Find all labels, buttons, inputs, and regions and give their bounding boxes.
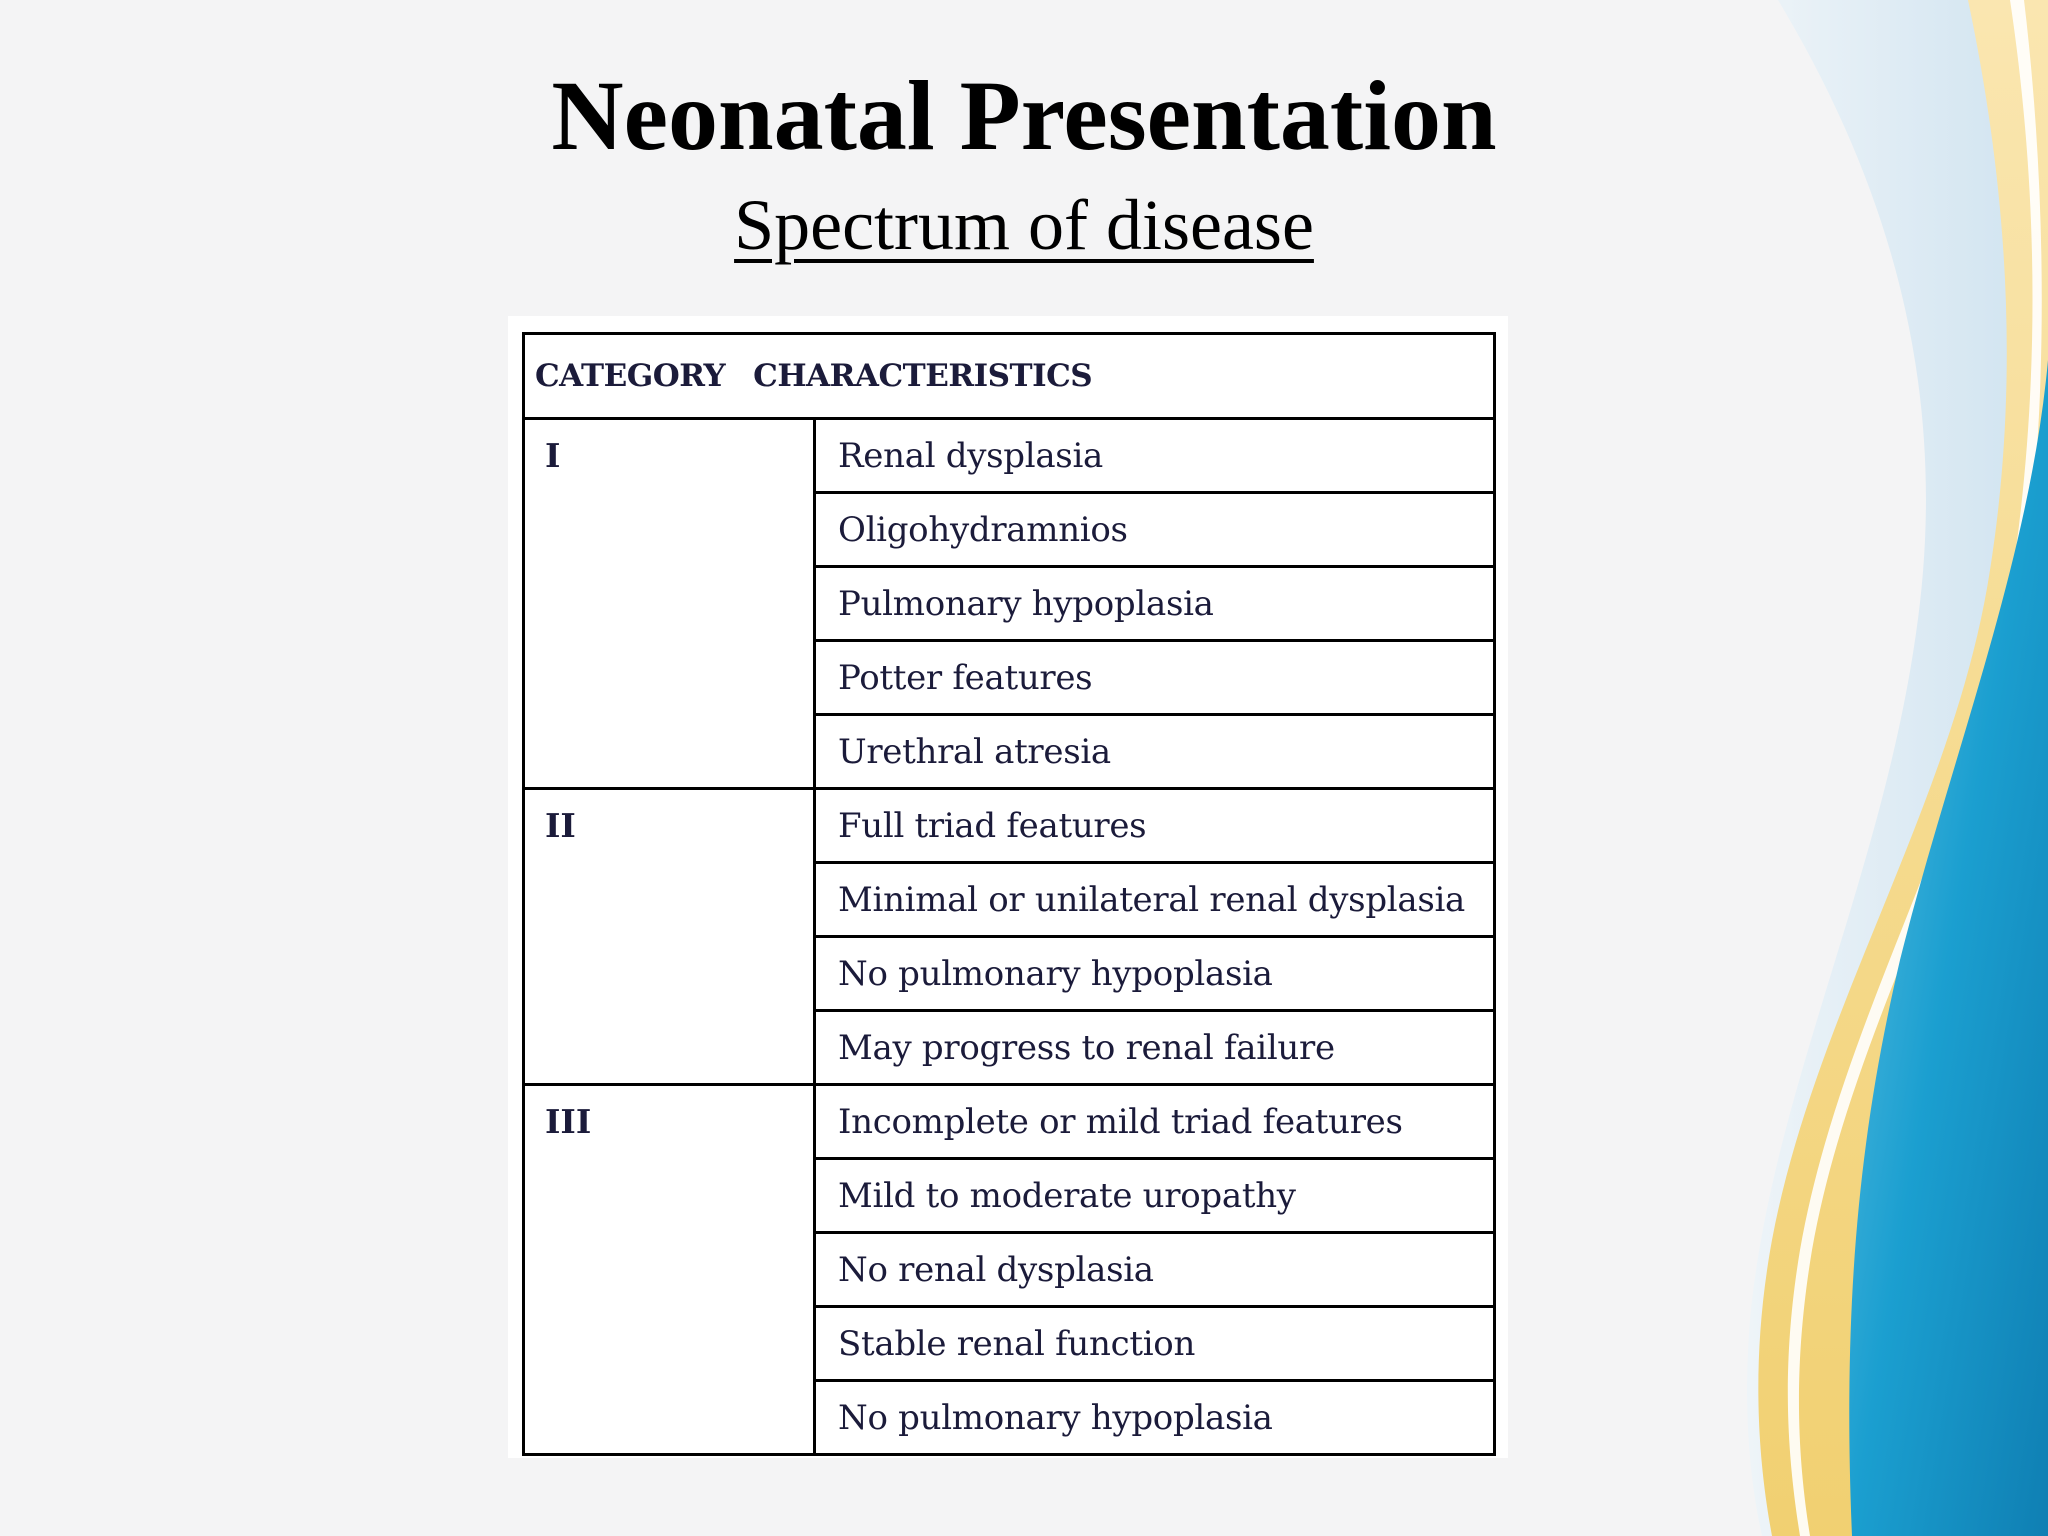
table-row [524, 789, 1495, 863]
characteristic-cell: Urethral atresia [815, 715, 1495, 789]
table-header [524, 334, 1495, 419]
slide-subtitle-text: Spectrum of disease [734, 185, 1314, 265]
characteristic-cell: Incomplete or mild triad features [815, 1085, 1495, 1159]
characteristic-cell: Renal dysplasia [815, 419, 1495, 493]
table-row [524, 1085, 1495, 1159]
category-cell-iii: III [524, 1085, 815, 1455]
characteristic-cell: No renal dysplasia [815, 1233, 1495, 1307]
characteristic-cell: Pulmonary hypoplasia [815, 567, 1495, 641]
characteristic-cell: Minimal or unilateral renal dysplasia [815, 863, 1495, 937]
characteristic-cell: Potter features [815, 641, 1495, 715]
characteristic-cell: No pulmonary hypoplasia [815, 937, 1495, 1011]
header-category: CATEGORY [535, 358, 726, 394]
characteristic-cell: No pulmonary hypoplasia [815, 1381, 1495, 1455]
characteristic-cell: Stable renal function [815, 1307, 1495, 1381]
category-cell-i: I [524, 419, 815, 789]
spectrum-table-card [508, 316, 1508, 1458]
characteristic-cell: Mild to moderate uropathy [815, 1159, 1495, 1233]
slide-title: Neonatal Presentation [551, 60, 1497, 171]
characteristic-cell: Full triad features [815, 789, 1495, 863]
table-row [524, 419, 1495, 493]
category-cell-ii: II [524, 789, 815, 1085]
table-header-row [524, 334, 1495, 419]
spectrum-table [522, 332, 1496, 1456]
slide-subtitle [0, 180, 2048, 270]
characteristic-cell: Oligohydramnios [815, 493, 1495, 567]
header-characteristics: CHARACTERISTICS [753, 358, 1093, 394]
characteristic-cell: May progress to renal failure [815, 1011, 1495, 1085]
